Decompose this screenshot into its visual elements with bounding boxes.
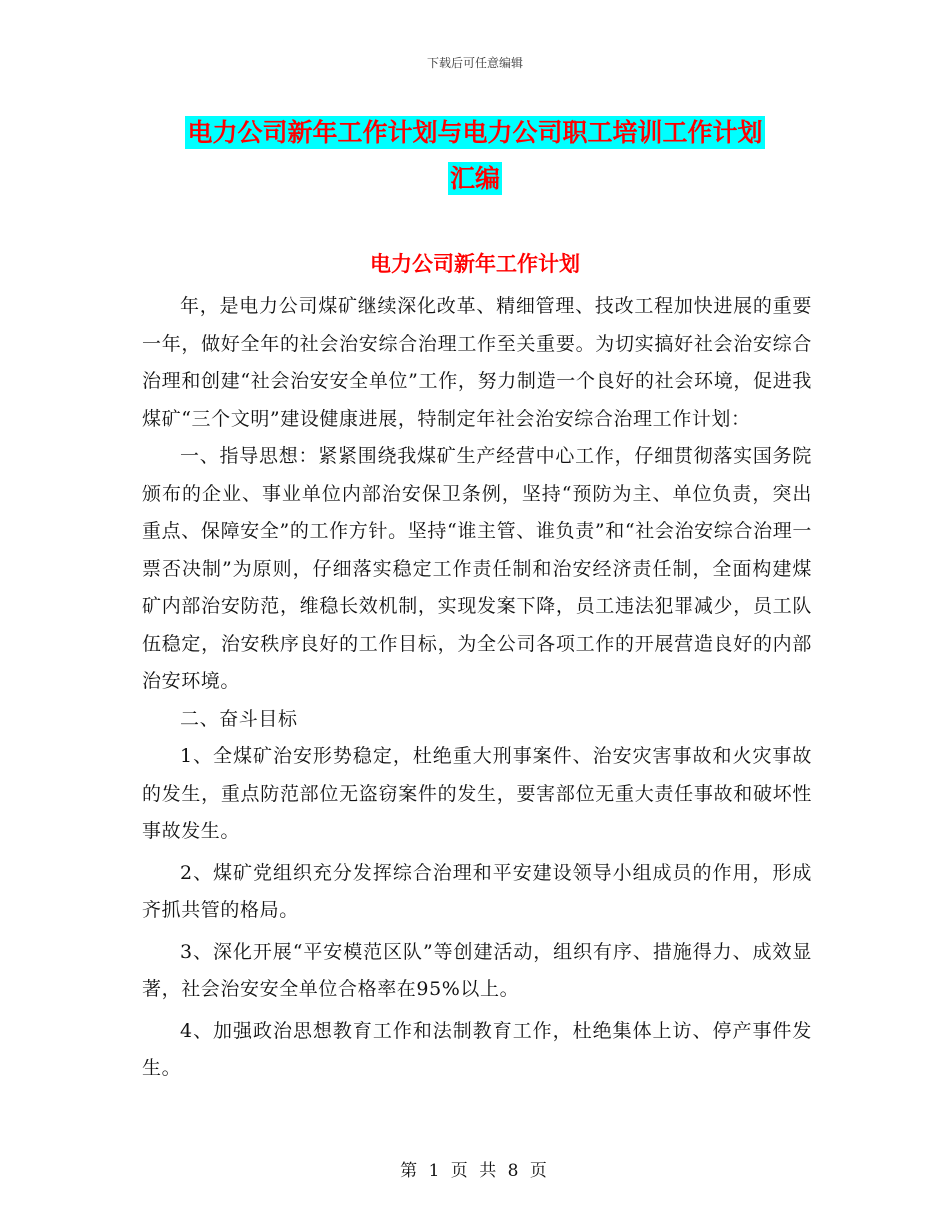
document-title bbox=[140, 110, 810, 202]
paragraph: 4、加强政治思想教育工作和法制教育工作，杜绝集体上访、停产事件发生。 bbox=[142, 1019, 812, 1079]
title-line-1: 电力公司新年工作计划与电力公司职工培训工作计划 bbox=[187, 118, 763, 147]
paragraph: 3、深化开展“平安模范区队”等创建活动，组织有序、措施得力、成效显著，社会治安安全单位合格率在95%以上。 bbox=[142, 940, 812, 1000]
page-number-footer: 第 1 页 共 8 页 bbox=[400, 1161, 550, 1181]
paragraph: 年，是电力公司煤矿继续深化改革、精细管理、技改工程加快进展的重要一年，做好全年的社会治安综合治理工作至关重要。为切实搞好社会治安综合治理和创建“社会治安安全单位”工作，努力制造一个良好的社会环境，促进我煤矿“三个文明”建设健康进展，特制定年社会治安综合治理工作计划： bbox=[142, 295, 812, 430]
section-title: 电力公司新年工作计划 bbox=[370, 252, 580, 276]
paragraph: 一、指导思想：紧紧围绕我煤矿生产经营中心工作，仔细贯彻落实国务院颁布的企业、事业单位内部治安保卫条例，坚持“预防为主、单位负责，突出重点、保障安全”的工作方针。坚持“谁主管、谁负责”和“社会治安综合治理一票否决制”为原则，仔细落实稳定工作责任制和治安经济责任制，全面构建煤矿内部治安防范，维稳长效机制，实现发案下降，员工违法犯罪减少，员工队伍稳定，治安秩序良好的工作目标，为全公司各项工作的开展营造良好的内部治安环境。 bbox=[142, 445, 812, 692]
title-line-2: 汇编 bbox=[449, 164, 500, 193]
paragraph: 1、全煤矿治安形势稳定，杜绝重大刑事案件、治安灾害事故和火灾事故的发生，重点防范部位无盗窃案件的发生，要害部位无重大责任事故和破坏性事故发生。 bbox=[142, 745, 812, 842]
paragraph: 二、奋斗目标 bbox=[180, 707, 298, 730]
body-text bbox=[142, 288, 812, 1088]
paragraph: 2、煤矿党组织充分发挥综合治理和平安建设领导小组成员的作用，形成齐抓共管的格局。 bbox=[142, 861, 812, 921]
header-note: 下载后可任意编辑 bbox=[426, 56, 523, 70]
